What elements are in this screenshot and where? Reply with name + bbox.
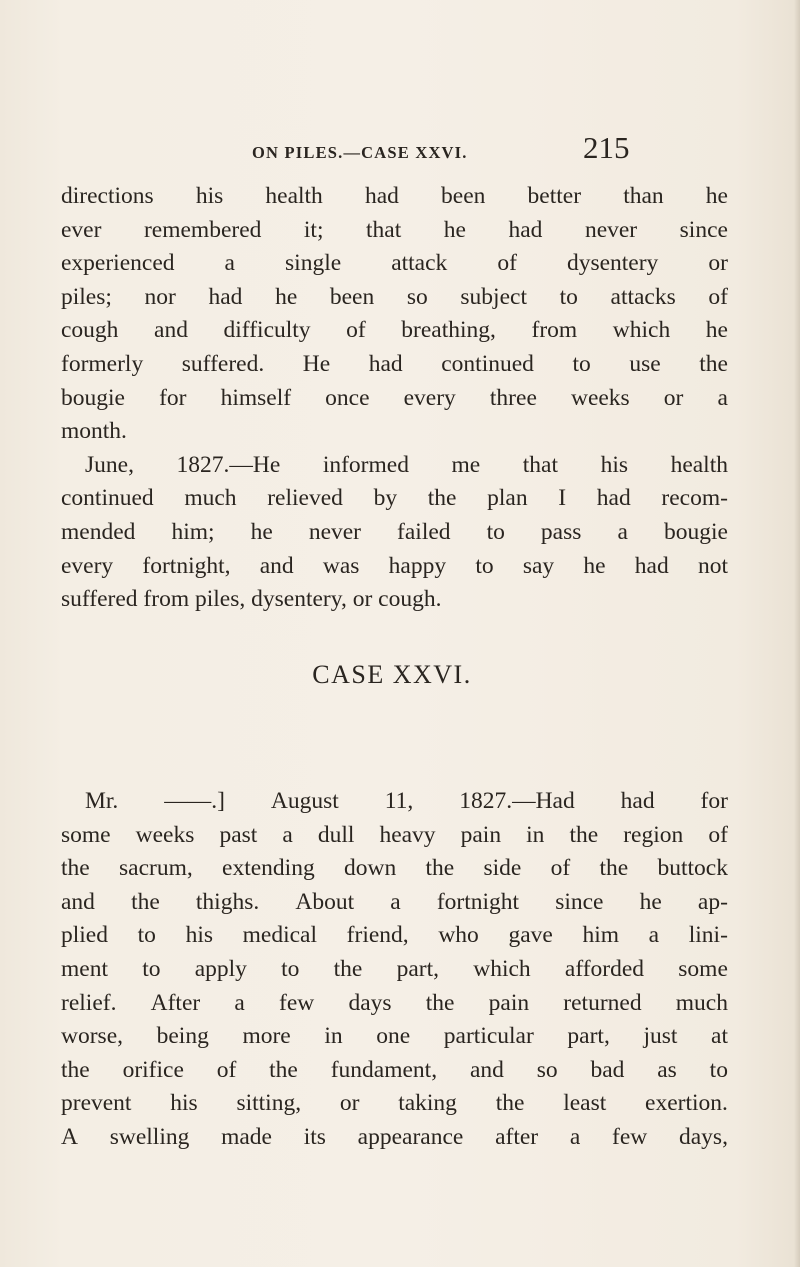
text-line: June, 1827.—He informed me that his health bbox=[85, 451, 728, 478]
text-line: suffered from piles, dysentery, or cough. bbox=[61, 586, 442, 613]
text-line: experienced a single attack of dysentery or bbox=[61, 250, 728, 277]
text-line: cough and difficulty of breathing, from which he bbox=[61, 317, 728, 344]
text-line: and the thighs. About a fortnight since he ap- bbox=[61, 888, 728, 915]
text-line: worse, being more in one particular part, just at bbox=[61, 1023, 728, 1050]
text-line: Mr. ——.] August 11, 1827.—Had had for bbox=[85, 788, 728, 814]
text-line: formerly suffered. He had continued to use the bbox=[61, 350, 728, 377]
case-heading-text: CASE XXVI. bbox=[312, 660, 472, 689]
body-text-continued bbox=[61, 180, 728, 617]
text-line: bougie for himself once every three weeks or a bbox=[61, 384, 728, 411]
text-line: the orifice of the fundament, and so bad as to bbox=[61, 1056, 728, 1083]
text-line: piles; nor had he been so subject to attacks of bbox=[61, 283, 728, 310]
text-line: plied to his medical friend, who gave him a lini- bbox=[61, 922, 728, 949]
page-edge-shadow bbox=[794, 0, 800, 1267]
text-line: ment to apply to the part, which afforded some bbox=[61, 955, 728, 982]
text-line: relief. After a few days the pain returned much bbox=[61, 989, 728, 1016]
text-line: the sacrum, extending down the side of the buttock bbox=[61, 855, 728, 882]
text-line: directions his health had been better than he bbox=[61, 183, 728, 209]
text-line: ever remembered it; that he had never since bbox=[61, 216, 728, 243]
text-line: mended him; he never failed to pass a bougie bbox=[61, 518, 728, 545]
text-line: month. bbox=[61, 418, 127, 445]
case-heading bbox=[0, 660, 800, 690]
text-line: every fortnight, and was happy to say he had not bbox=[61, 552, 728, 579]
text-line: continued much relieved by the plan I had recom- bbox=[61, 485, 728, 512]
text-line: prevent his sitting, or taking the least exertion. bbox=[61, 1090, 728, 1117]
text-line: A swelling made its appearance after a few days, bbox=[61, 1123, 728, 1150]
running-head: ON PILES.—CASE XXVI. bbox=[252, 143, 468, 162]
page-number: 215 bbox=[583, 130, 630, 165]
case-body-text bbox=[61, 785, 728, 1155]
text-line: some weeks past a dull heavy pain in the region of bbox=[61, 821, 728, 848]
